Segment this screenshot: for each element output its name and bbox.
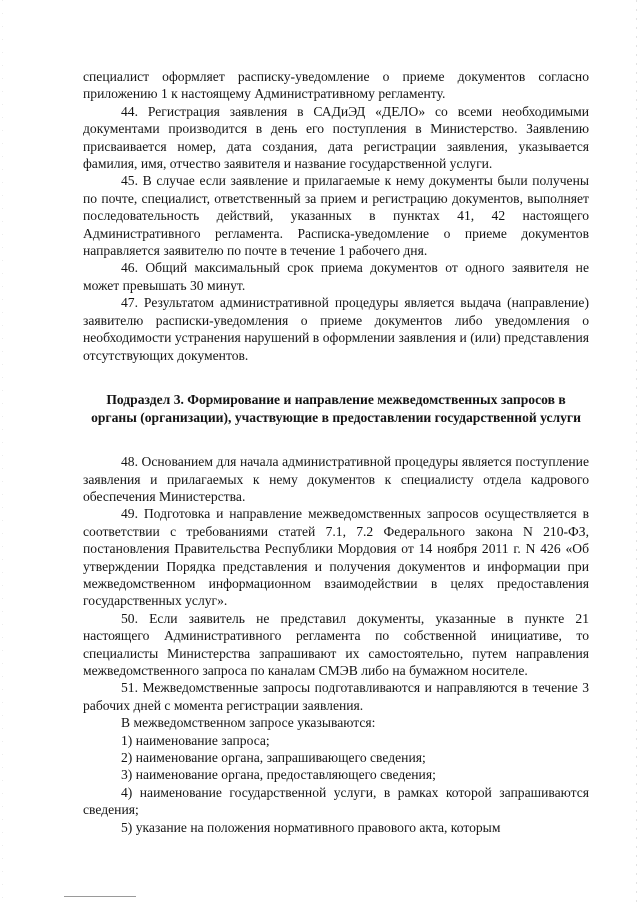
paragraph-50: 50. Если заявитель не представил документы, указанные в пункте 21 настоящего Административного регламента по собственной инициативе, то специалисты Министерства запрашивают их самостоятельно, путем направления межведомственного запроса по каналам СМЭВ либо на бумажном носителе.: [83, 610, 589, 678]
paragraph-49: 49. Подготовка и направление межведомственных запросов осуществляется в соответствии с требованиями статей 7.1, 7.2 Федерального закона N 210-ФЗ, постановления Правительства Республики Мордовия от 14 ноября 2011 г. N 426 «Об утверждении Порядка представления и получения документов и информации при межведомственном информационном взаимодействии в целях предоставления государственных услуг».: [83, 506, 589, 609]
list-item-2: 2) наименование органа, запрашивающего сведения;: [121, 750, 426, 765]
paragraph-48: 48. Основанием для начала административной процедуры является поступление заявления и прилагаемых к нему документов к специалисту отдела кадрового обеспечения Министерства.: [83, 454, 589, 504]
paragraph-45: 45. В случае если заявление и прилагаемые к нему документы были получены по почте, специалист, ответственный за прием и регистрацию документов, выполняет последовательность действий, указанных в пунктах 41, 42 настоящего Административного регламента. Расписка-уведомление о приеме документов направляется заявителю по почте в течение 1 рабочего дня.: [83, 173, 589, 259]
paragraph-46: 46. Общий максимальный срок приема документов от одного заявителя не может превышать 30 минут.: [83, 260, 589, 293]
paragraph-47: 47. Результатом административной процедуры является выдача (направление) заявителю расписки-уведомления о приеме документов либо уведомления о необходимости устранения нарушений в оформлении заявления и (или) представления отсутствующих документов.: [83, 295, 589, 363]
list-item-5: 5) указание на положения нормативного правового акта, которым: [121, 819, 501, 835]
footnote-rule: [64, 896, 136, 897]
scan-edge-right: [636, 0, 637, 905]
list-item-1: 1) наименование запроса;: [121, 732, 270, 748]
list-item-3: 3) наименование органа, предоставляющего сведения;: [121, 767, 436, 783]
list-item-4: 4) наименование государственной услуги, в рамках которой запрашиваются сведения;: [83, 784, 589, 818]
list-intro: В межведомственном запросе указываются:: [121, 715, 376, 731]
paragraph-continuation: специалист оформляет расписку-уведомление о приеме документов согласно приложению 1 к настоящему Административному регламенту.: [83, 69, 589, 102]
document-body: [83, 68, 589, 836]
heading-spacer: [83, 426, 589, 453]
subsection-heading: Подраздел 3. Формирование и направление межведомственных запросов в органы (организации), участвующие в предоставлении государственной услуги: [91, 391, 581, 425]
scan-edge-left: [2, 0, 3, 905]
paragraph-44: 44. Регистрация заявления в САДиЭД «ДЕЛО» со всеми необходимыми документами производится в день его поступления в Министерство. Заявлению присваивается номер, дата создания, дата регистрации заявления, указывается фамилия, имя, отчество заявителя и название государственной услуги.: [83, 103, 589, 172]
paragraph-51: 51. Межведомственные запросы подготавливаются и направляются в течение 3 рабочих дней с момента регистрации заявления.: [83, 680, 589, 713]
